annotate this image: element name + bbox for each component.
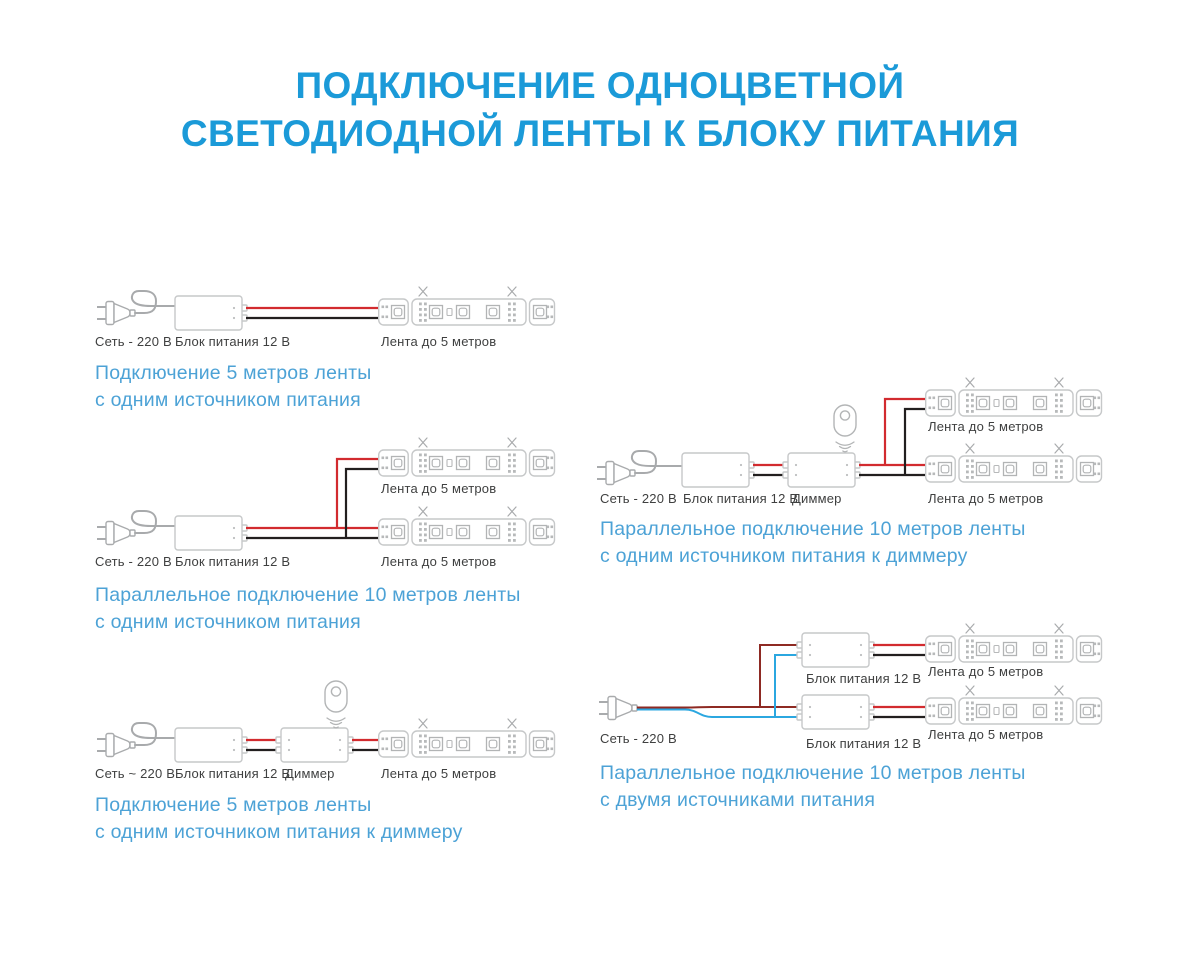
strip-top-label: Лента до 5 метров [928, 419, 1044, 434]
psu-label: Блок питания 12 В [175, 554, 291, 569]
psu-top-label: Блок питания 12 В [806, 671, 922, 686]
led-strip [379, 287, 555, 325]
dimmer-label: Диммер [285, 766, 335, 781]
psu-box [682, 453, 754, 487]
led-strip-bottom [926, 444, 1102, 482]
mains-cable [632, 451, 683, 473]
caption-line1: Параллельное подключение 10 метров ленты [95, 584, 521, 606]
caption-line2: с двумя источниками питания [600, 789, 876, 811]
mains-live-wire [637, 645, 798, 708]
caption-line1: Подключение 5 метров ленты [95, 794, 372, 816]
mains-cable [132, 511, 176, 533]
caption-line2: с одним источником питания [95, 389, 361, 411]
strip-label: Лента до 5 метров [381, 766, 497, 781]
psu-box [175, 296, 247, 330]
power-plug-icon [97, 302, 135, 325]
led-strip-bottom [379, 507, 555, 545]
page-title-line1: ПОДКЛЮЧЕНИЕ ОДНОЦВЕТНОЙ [295, 65, 905, 106]
led-strip-top [379, 438, 555, 476]
psu-label: Блок питания 12 В [683, 491, 799, 506]
dimmer-label: Диммер [792, 491, 842, 506]
power-plug-icon [97, 734, 135, 757]
psu-box [175, 728, 247, 762]
psu-box-bottom [797, 695, 874, 729]
mains-label: Сеть ~ 220 В [95, 766, 176, 781]
strip-bottom-label: Лента до 5 метров [928, 491, 1044, 506]
diagram-single-strip-dimmer [97, 681, 555, 762]
caption-line2: с одним источником питания к диммеру [95, 821, 463, 843]
diagram-caption [600, 760, 1026, 814]
mains-label: Сеть - 220 В [600, 491, 677, 506]
mains-label: Сеть - 220 В [95, 554, 172, 569]
psu-bottom-label: Блок питания 12 В [806, 736, 922, 751]
diagram-single-strip-one-psu [97, 287, 555, 330]
strip-bottom-label: Лента до 5 метров [381, 554, 497, 569]
dimmer-box [783, 453, 860, 487]
strip-top-label: Лента до 5 метров [381, 481, 497, 496]
remote-control-icon [834, 405, 856, 452]
led-strip [379, 719, 555, 757]
strip-top-label: Лента до 5 метров [928, 664, 1044, 679]
caption-line1: Параллельное подключение 10 метров ленты [600, 762, 1026, 784]
power-plug-icon [599, 697, 637, 720]
led-strip-bottom [926, 686, 1102, 724]
caption-line1: Подключение 5 метров ленты [95, 362, 372, 384]
strip-bottom-label: Лента до 5 метров [928, 727, 1044, 742]
led-strip-top [926, 378, 1102, 416]
dimmer-box [276, 728, 353, 762]
diagram-caption [95, 792, 463, 846]
mains-label: Сеть - 220 В [600, 731, 677, 746]
power-plug-icon [97, 522, 135, 545]
caption-line1: Параллельное подключение 10 метров ленты [600, 518, 1026, 540]
mains-label: Сеть - 220 В [95, 334, 172, 349]
mains-cable [132, 723, 176, 745]
power-plug-icon [597, 462, 635, 485]
page-title-line2: СВЕТОДИОДНОЙ ЛЕНТЫ К БЛОКУ ПИТАНИЯ [180, 113, 1020, 154]
diagram-caption [95, 360, 371, 414]
mains-cable [132, 291, 176, 313]
diagram-caption [600, 516, 1026, 570]
psu-box [175, 516, 247, 550]
psu-label: Блок питания 12 В [175, 334, 291, 349]
strip-label: Лента до 5 метров [381, 334, 497, 349]
remote-control-icon [325, 681, 347, 728]
caption-line2: с одним источником питания [95, 611, 361, 633]
caption-line2: с одним источником питания к диммеру [600, 545, 968, 567]
led-strip-top [926, 624, 1102, 662]
diagram-caption [95, 582, 521, 636]
psu-box-top [797, 633, 874, 667]
psu-label: Блок питания 12 В [175, 766, 291, 781]
page-title [0, 62, 1200, 158]
